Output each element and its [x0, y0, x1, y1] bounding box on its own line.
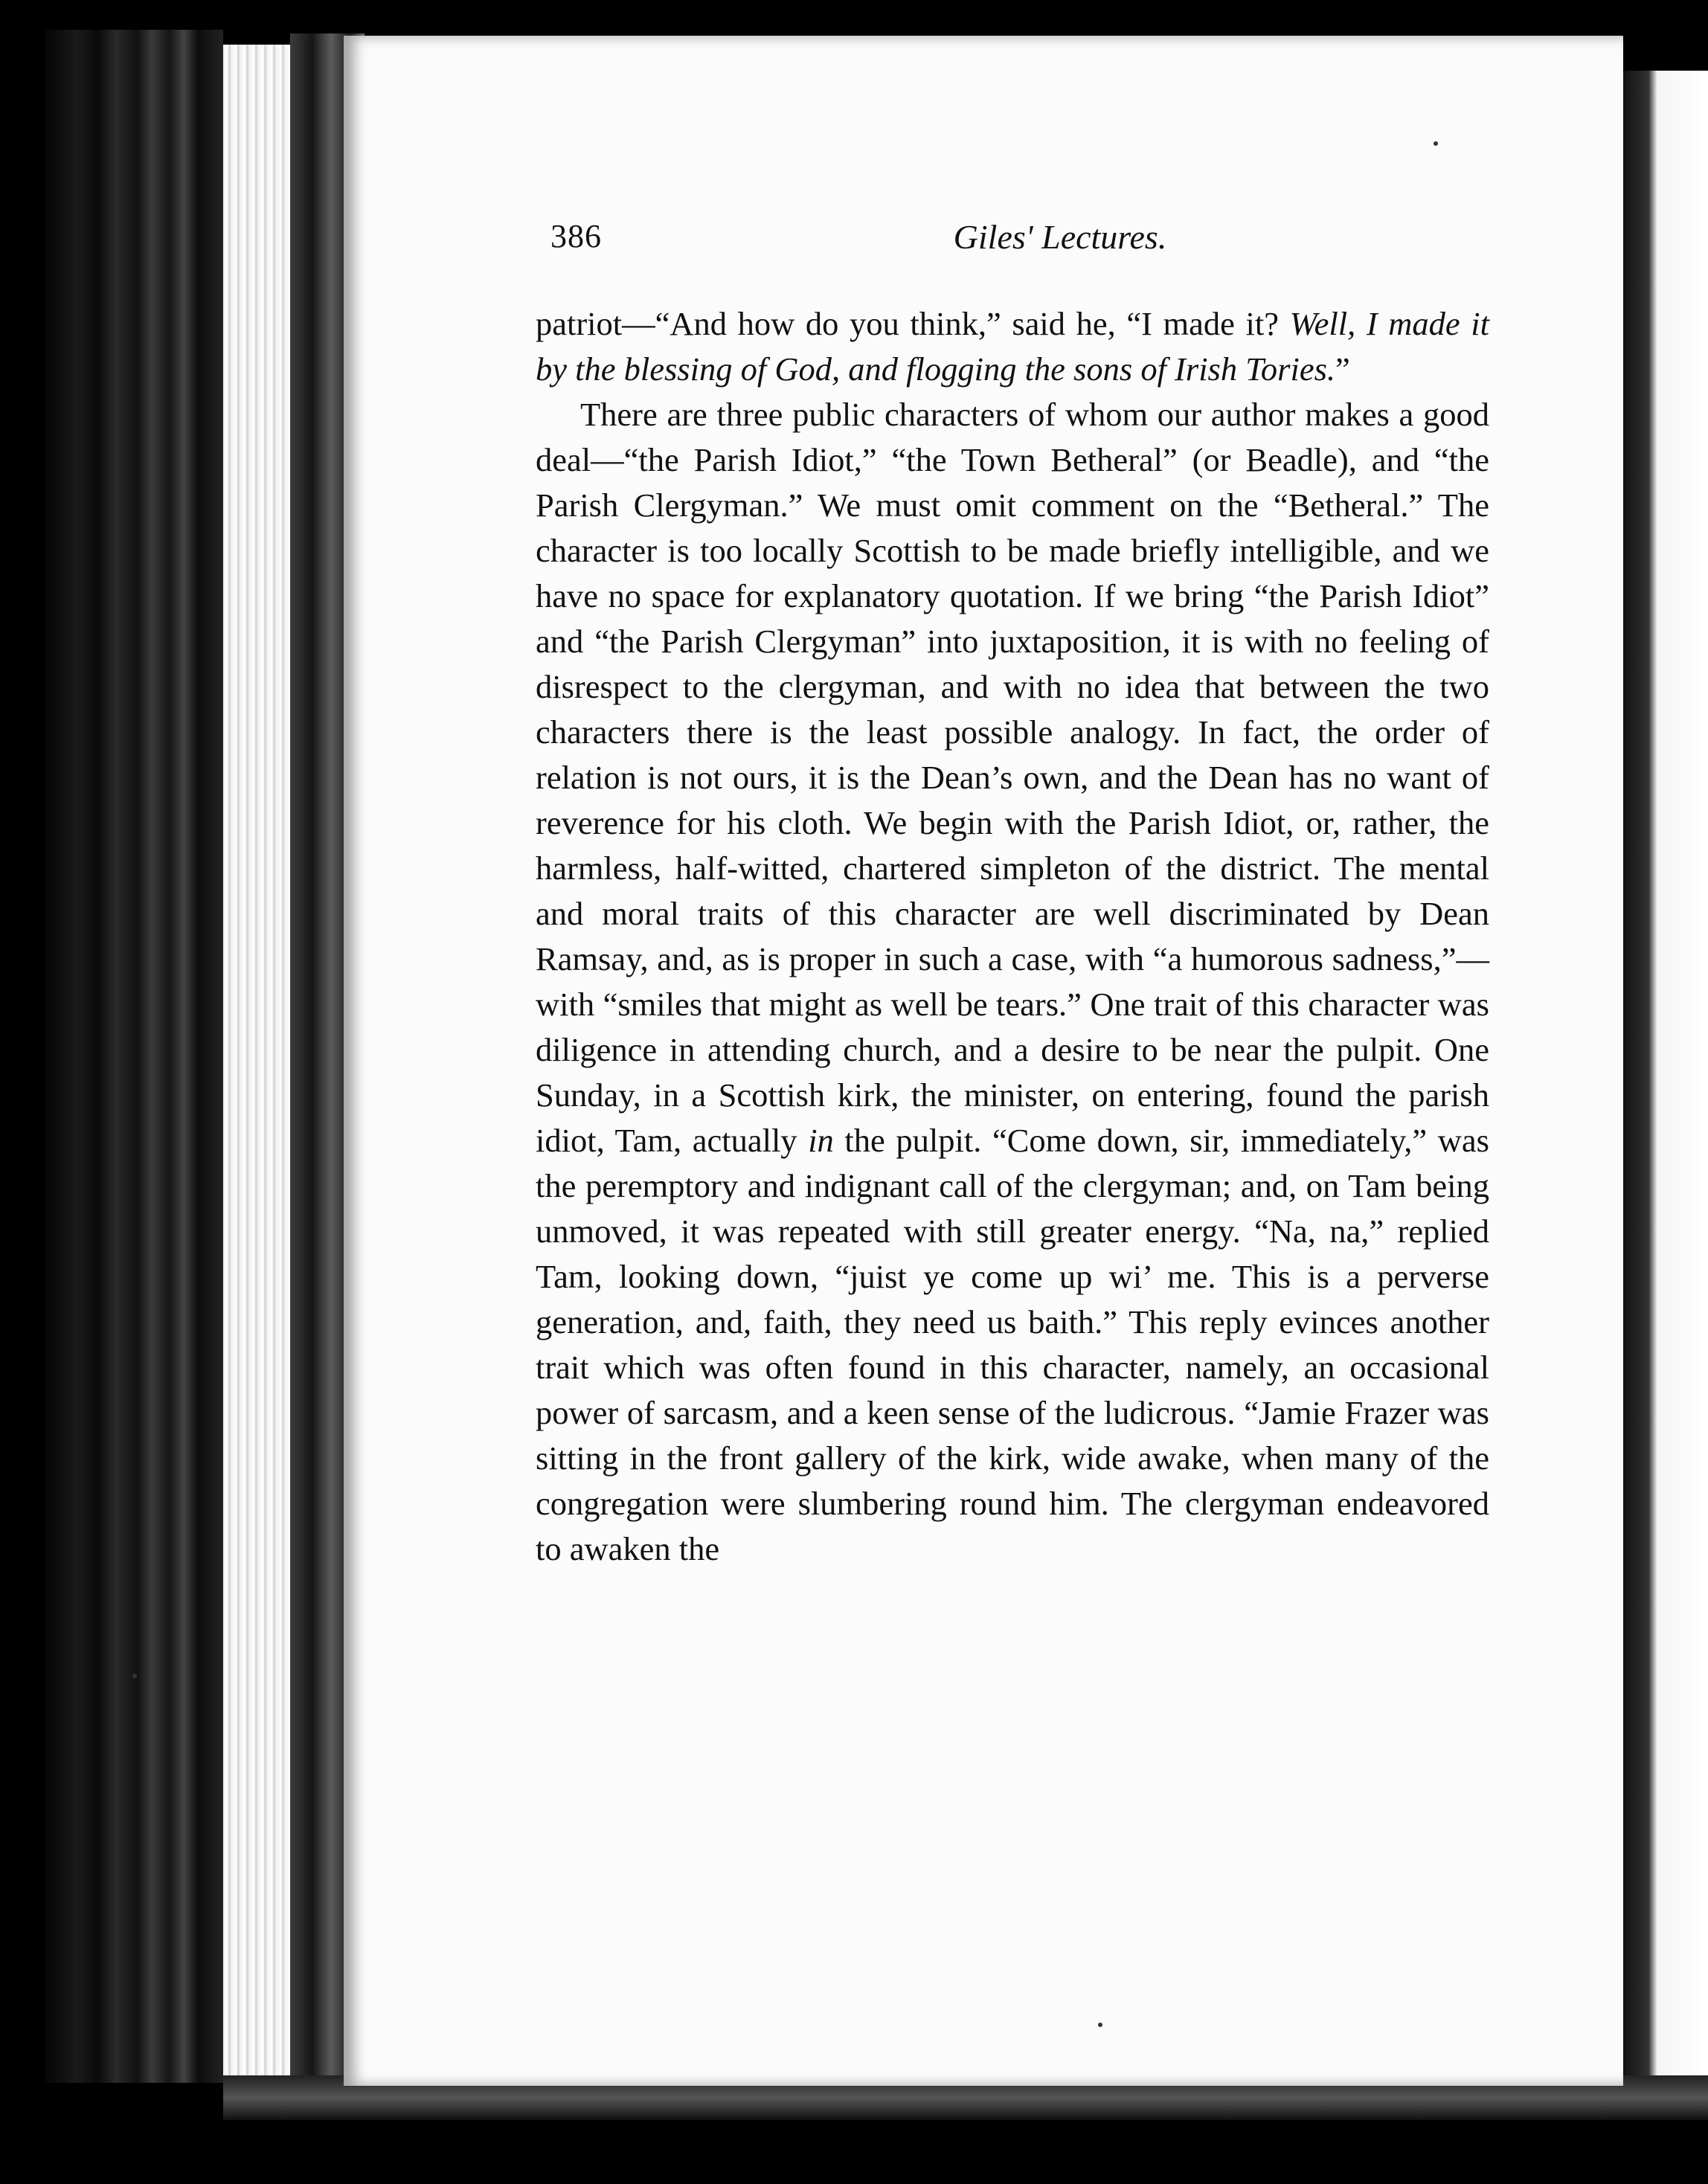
page-number: 386	[550, 218, 602, 254]
italic-word: in	[808, 1122, 834, 1159]
text-run: the pulpit. “Come down, sir, immediately,” was the peremptory and indignant call of the clergyman; and, on Tam being unmoved, it was repeated with still greater energy. “Na, na,” replied Tam, looking down, “juist ye come up wi’ me. This is a perverse generation, and, faith, they need us baith.” This reply evinces another trait which was often found in this character, namely, an occasional power of sarcasm, and a keen sense of the ludicrous. “Jamie Frazer was sitting in the front gallery of the kirk, wide awake, when many of the congregation were slumbering round him. The clergyman endeavored to awaken the	[536, 1122, 1490, 1567]
paragraph	[536, 392, 1489, 1572]
book-spine-edge	[45, 30, 223, 2083]
body-text	[536, 301, 1489, 1572]
scan-speck	[1098, 2023, 1102, 2027]
paragraph	[536, 301, 1489, 392]
page-header	[550, 217, 1488, 269]
running-head: Giles' Lectures.	[953, 218, 1167, 256]
page-edges	[223, 45, 290, 2083]
text-run: ”	[1335, 350, 1350, 388]
text-run: patriot—“And how do you think,” said he, “I made it?	[536, 305, 1290, 342]
scan-speck	[132, 1674, 137, 1678]
italic-quote: Well, I made it by the blessing of God, and flogging the sons of Irish Tories.	[536, 305, 1489, 388]
text-run: There are three public characters of whom our author makes a good deal—“the Parish Idiot,” “the Town Betheral” (or Beadle), and “the Parish Clergyman.” We must omit comment on the “Betheral.” The character is too locally Scottish to be made briefly intelligible, and we have no space for explanatory quotation. If we bring “the Parish Idiot” and “the Parish Clergyman” into juxtaposition, it is with no feeling of disrespect to the clergyman, and with no idea that between the two characters there is the least possible analogy. In fact, the order of relation is not ours, it is the Dean’s own, and the Dean has no want of reverence for his cloth. We begin with the Parish Idiot, or, rather, the harmless, half-witted, chartered simpleton of the district. The mental and moral traits of this character are well discriminated by Dean Ramsay, and, as is proper in such a case, with “a humorous sadness,”—with “smiles that might as well be tears.” One trait of this character was diligence in attending church, and a desire to be near the pulpit. One Sunday, in a Scottish kirk, the minister, on entering, found the parish idiot, Tam, actually	[536, 396, 1489, 1159]
facing-page-edge	[1623, 71, 1708, 2083]
scan-speck	[1434, 141, 1438, 146]
